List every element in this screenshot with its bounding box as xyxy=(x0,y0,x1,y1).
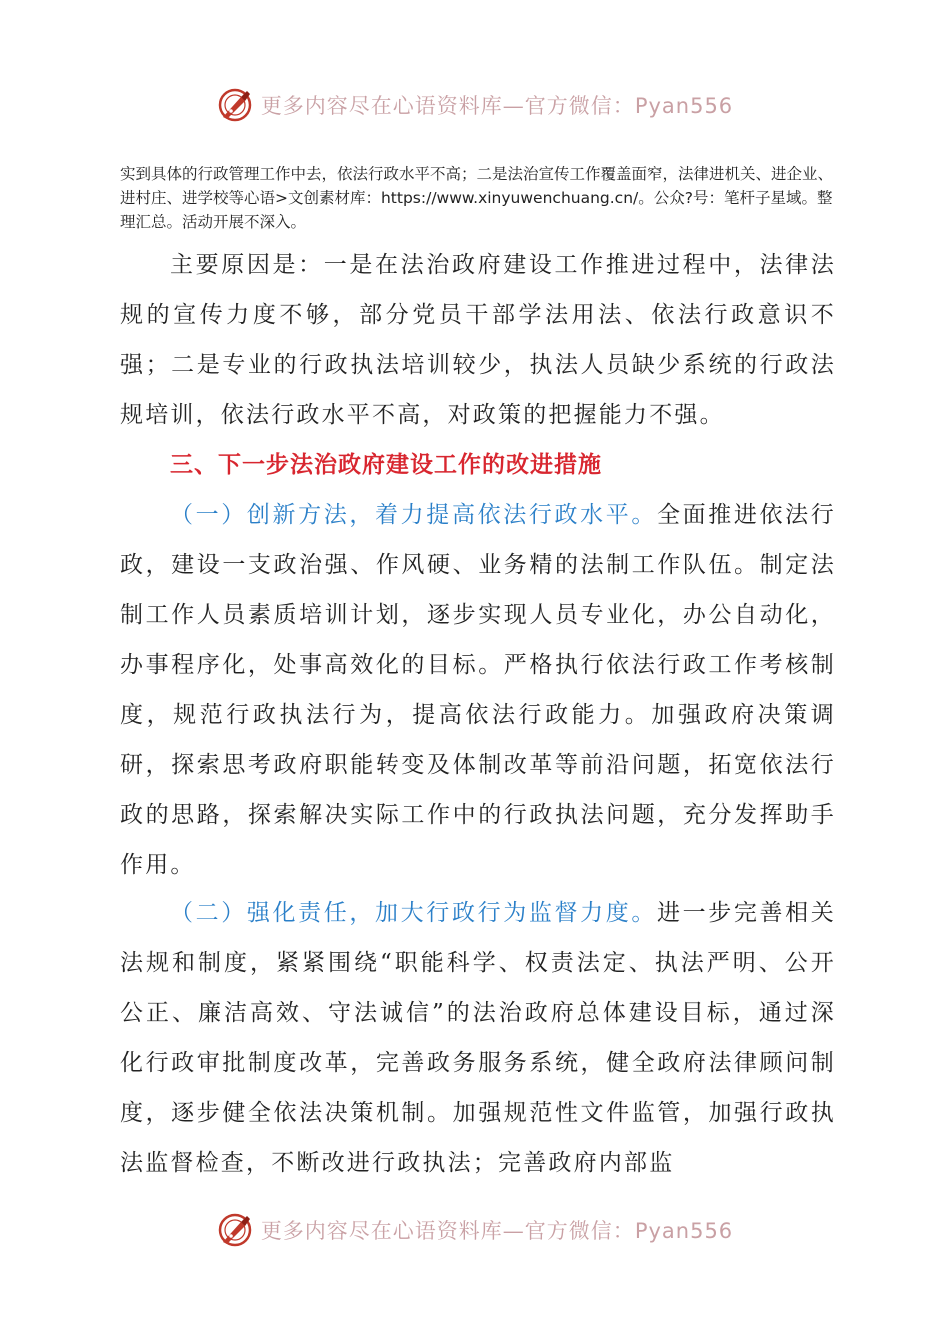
measure-one-text: 全面推进依法行政，建设一支政治强、作风硬、业务精的法制工作队伍。制定法制工作人员素质培训计划，逐步实现人员专业化，办公自动化，办事程序化，处事高效化的目标。严格执行依法行政工作考核制度，规范行政执法行为，提高依法行政能力。加强政府决策调研，探索思考政府职能转变及体制改革等前沿问题，拓宽依法行政的思路，探索解决实际工作中的行政执法问题，充分发挥助手作用。 xyxy=(120,502,836,878)
watermark-group xyxy=(217,87,733,123)
measure-one-subheading: （一）创新方法，着力提高依法行政水平。 xyxy=(170,502,657,528)
measure-two-text: 进一步完善相关法规和制度，紧紧围绕“职能科学、权责法定、执法严明、公开公正、廉洁高效、守法诚信”的法治政府总体建设目标，通过深化行政审批制度改革，完善政务服务系统，健全政府法律顾问制度，逐步健全依法决策机制。加强规范性文件监管，加强行政执法监督检查，不断改进行政执法；完善政府内部监 xyxy=(120,900,836,1176)
section-heading: 三、下一步法治政府建设工作的改进措施 xyxy=(170,452,602,478)
header-watermark xyxy=(0,85,950,125)
watermark-text-bottom xyxy=(261,1215,733,1245)
watermark-text xyxy=(261,90,733,120)
measure-one-paragraph xyxy=(120,490,836,890)
reason-paragraph: 主要原因是：一是在法治政府建设工作推进过程中，法律法规的宣传力度不够，部分党员干部学法用法、依法行政意识不强；二是专业的行政执法培训较少，执法人员缺少系统的行政法规培训，依法行政水平不高，对政策的把握能力不强。 xyxy=(120,252,836,428)
watermark-text-cn-bottom: 更多内容尽在心语资料库—官方微信： xyxy=(260,1219,635,1243)
pen-nib-circle-icon xyxy=(217,1212,253,1248)
watermark-text-cn: 更多内容尽在心语资料库—官方微信： xyxy=(260,94,635,118)
watermark-text-id: Pyan556 xyxy=(634,94,734,118)
watermark-group-bottom xyxy=(217,1212,733,1248)
intro-note-paragraph: 实到具体的行政管理工作中去，依法行政水平不高；二是法治宣传工作覆盖面窄，法律进机关、进企业、进村庄、进学校等心语>文创素材库：https://www.xinyuwenchuang.cn/。公众?号：笔杆子星域。整理汇总。活动开展不深入。 xyxy=(120,165,834,231)
measure-two-paragraph xyxy=(120,888,836,1188)
pen-nib-circle-icon xyxy=(217,87,253,123)
watermark-text-id-bottom: Pyan556 xyxy=(634,1219,734,1243)
footer-watermark xyxy=(0,1210,950,1250)
measure-two-subheading: （二）强化责任，加大行政行为监督力度。 xyxy=(170,900,657,926)
